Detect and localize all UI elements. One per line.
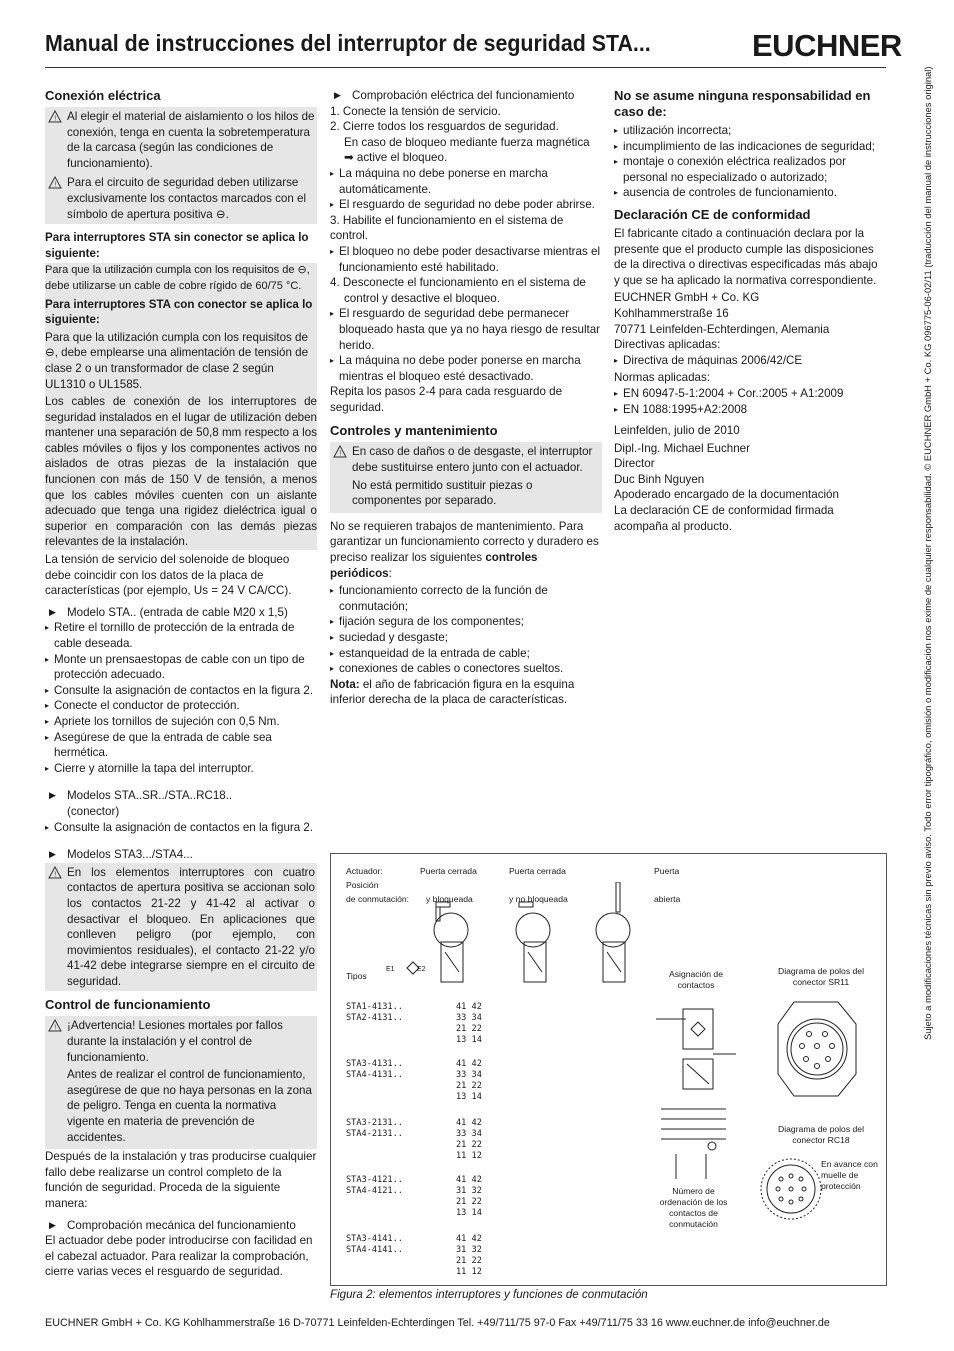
list-item: ▸ Asegúrese de que la entrada de cable sea hermética. xyxy=(45,730,317,761)
info-block: Para que la utilización cumpla con los requisitos de ⊖, debe utilizarse un cable de cobre rígido de 60/75 °C. Para interruptores STA con conector se aplica lo siguiente: Para que la utilización cumpla con los requisitos de ⊖, debe emplearse una alimentación de tensión de clase 2 o un transformador de clase 2 según UL1310 o UL1585. Los cables de conexión de los interruptores de seguridad instalados en el lugar de utilización deben mantener una separación de 50,8 mm respecto a los cables móviles o fijos y los componentes activos no aislados de otras piezas de la instalación que funcionen con más de 150 V de tensión, a menos que los cables móviles cuenten con un aislante adecuado que tenga una rigidez dieléctrica igual o superior en comparación con las demás piezas relevantes de la instalación. xyxy=(45,264,317,549)
list-item: ▸ El resguardo de seguridad no debe poder abrirse. xyxy=(330,197,602,213)
heading-responsabilidad: No se asume ninguna responsabilidad en caso de: xyxy=(614,88,871,119)
warning-item: ! Para el circuito de seguridad deben utilizarse exclusivamente los contactos marcados con el símbolo de apertura positiva ⊖. xyxy=(45,173,317,224)
list-item: ▸ montaje o conexión eléctrica realizados por personal no especializado o autorizado; xyxy=(614,154,886,185)
list-item: ▸ estanqueidad de la entrada de cable; xyxy=(330,646,602,662)
contact-assignment-diagram xyxy=(651,1004,751,1179)
subheading-sin-conector: Para interruptores STA sin conector se aplica lo siguiente: xyxy=(45,231,309,260)
heading-control: Control de funcionamiento xyxy=(45,997,211,1013)
list-item: ▸ Conecte el conductor de protección. xyxy=(45,698,317,714)
warning-item: ! Al elegir el material de aislamiento o los hilos de conexión, tenga en cuenta la sobretemperatura de la carcasa (según las condiciones de funcionamiento). xyxy=(45,107,317,173)
heading-conexion: Conexión eléctrica xyxy=(45,88,161,103)
list-item: ▸ Directiva de máquinas 2006/42/CE xyxy=(614,353,886,369)
list-item: ▸ Monte un prensaestopas de cable con un tipo de protección adecuado. xyxy=(45,652,317,683)
list-item: ▸ Cierre y atornille la tapa del interruptor. xyxy=(45,761,317,777)
list-item: ▸ La máquina no debe poder ponerse en marcha mientras el bloqueo esté desactivado. xyxy=(330,353,602,384)
list-item: ▸ fijación segura de los componentes; xyxy=(330,614,602,630)
list-item: ▸ Consulte la asignación de contactos en la figura 2. xyxy=(45,820,317,836)
warning-icon xyxy=(333,445,347,458)
brand-logo: EUCHNER xyxy=(752,28,902,63)
heading-mantenimiento: Controles y mantenimiento xyxy=(330,423,498,439)
warning-item: ! ¡Advertencia! Lesiones mortales por fallos durante la instalación y el control de funcionamiento. Antes de realizar el control de funcionamiento, asegúrese de que no haya personas en la zona de peligro. Tenga en cuenta la normativa vigente en materia de prevención de accidentes. xyxy=(45,1016,317,1149)
arrow-item: ▶ Comprobación eléctrica del funcionamiento xyxy=(330,88,602,104)
subheading-con-conector: Para interruptores STA con conector se aplica lo siguiente: xyxy=(45,297,313,327)
warning-icon xyxy=(48,110,62,123)
column-2: ▶ Comprobación eléctrica del funcionamiento 1. Conecte la tensión de servicio. 2. Cierre todos los resguardos de seguridad. En caso de bloqueo mediante fuerza magnética ➡ active el bloqueo. ▸ La máquina no debe ponerse en marcha automáticamente. ▸ El resguardo de seguridad no debe poder abrirse. 3. Habilite el funcionamiento en el sistema de control. ▸ El bloqueo no debe poder desactivarse mientras el funcionamiento esté habilitado. 4. Desconecte el funcionamiento en el sistema de control y desactive el bloqueo. ▸ El resguardo de seguridad debe permanecer bloqueado hasta que ya no haya riesgo de resultar herido. ▸ La máquina no debe poder ponerse en marcha mientras el bloqueo esté desactivado. Repita los pasos 2-4 para cada resguardo de seguridad. Controles y mantenimiento ! En caso de daños o de desgaste, el interruptor debe sustituirse entero junto con el actuador. No está permitido sustituir piezas o componentes por separado. No se requieren trabajos de mantenimiento. Para garantizar un funcionamiento correcto y duradero es preciso realizar los siguientes controles periódicos: ▸ funcionamiento correcto de la función de conmutación; ▸ fijación segura de los componentes; ▸ suciedad y desgaste; ▸ estanqueidad de la entrada de cable; ▸ conexiones de cables o conectores sueltos. Nota: el año de fabricación figura en la esquina inferior derecha de la placa de características. xyxy=(330,88,602,710)
page-title: Manual de instrucciones del interruptor de seguridad STA... xyxy=(45,30,651,56)
list-item: ▸ El bloqueo no debe poder desactivarse mientras el funcionamiento esté habilitado. xyxy=(330,244,602,275)
header-rule xyxy=(45,67,886,68)
list-item: ▸ conexiones de cables o conectores sueltos. xyxy=(330,661,602,677)
arrow-item: ▶ Modelos STA..SR../STA..RC18.. xyxy=(45,788,317,804)
list-item: ▸ ausencia de controles de funcionamiento. xyxy=(614,185,886,201)
svg-text:!: ! xyxy=(54,181,57,189)
warning-item: ! En caso de daños o de desgaste, el interruptor debe sustituirse entero junto con el actuador. No está permitido sustituir piezas o componentes por separado. xyxy=(330,442,602,512)
arrow-item: ▶ Modelo STA.. (entrada de cable M20 x 1,5) xyxy=(45,605,317,621)
list-item: ▸ EN 1088:1995+A2:2008 xyxy=(614,402,886,418)
list-item: ▸ EN 60947-5-1:2004 + Cor.:2005 + A1:2009 xyxy=(614,386,886,402)
heading-declaracion: Declaración CE de conformidad xyxy=(614,206,811,222)
svg-text:!: ! xyxy=(54,1024,57,1032)
list-item: ▸ incumplimiento de las indicaciones de seguridad; xyxy=(614,139,886,155)
warning-block xyxy=(45,107,317,224)
warning-icon xyxy=(48,176,62,189)
connector-sr11-diagram xyxy=(776,994,861,1104)
figure-caption: Figura 2: elementos interruptores y funciones de conmutación xyxy=(330,1288,648,1301)
list-item: ▸ Consulte la asignación de contactos en la figura 2. xyxy=(45,683,317,699)
svg-text:!: ! xyxy=(54,871,57,879)
footer: EUCHNER GmbH + Co. KG Kohlhammerstraße 16 D-70771 Leinfelden-Echterdingen Tel. +49/711/75 97-0 Fax +49/711/75 33 16 www.euchner.de info@euchner.de xyxy=(45,1317,830,1329)
list-item: ▸ utilización incorrecta; xyxy=(614,123,886,139)
warning-icon xyxy=(48,866,62,879)
warning-icon xyxy=(48,1019,62,1032)
warning-item: ! En los elementos interruptores con cuatro contactos de apertura positiva se accionan solo los contactos 21-22 y 41-42 al activar o desactivar el bloqueo. En aplicaciones que conlleven peligro (por ejemplo, con movimientos residuales), el contacto 21-22 y/o 41-42 debe integrarse siempre en el circuito de seguridad. xyxy=(45,863,317,992)
list-item: ▸ suciedad y desgaste; xyxy=(330,630,602,646)
list-item: ▸ Retire el tornillo de protección de la entrada de cable deseada. xyxy=(45,620,317,651)
list-item: ▸ El resguardo de seguridad debe permanecer bloqueado hasta que ya no haya riesgo de resultar herido. xyxy=(330,306,602,353)
list-item: ▸ La máquina no debe ponerse en marcha automáticamente. xyxy=(330,166,602,197)
connector-rc18-diagram xyxy=(756,1154,826,1224)
sidebar-legal-text: Sujeto a modificaciones técnicas sin previo aviso. Todo error tipográfico, omisión o modificación nos exime de cualquier responsabilidad. © EUCHNER GmbH + Co. KG 096775-06-02/11 (traducción del manual de instrucciones original) xyxy=(922,66,933,1040)
arrow-item: ▶ Modelos STA3.../STA4... xyxy=(45,847,317,863)
arrow-item: ▶ Comprobación mecánica del funcionamiento xyxy=(45,1218,317,1234)
list-item: ▸ Apriete los tornillos de sujeción con 0,5 Nm. xyxy=(45,714,317,730)
column-1: Conexión eléctrica ! Al elegir el material de aislamiento o los hilos de conexión, tenga en cuenta la sobretemperatura de la carcasa (según las condiciones de funcionamiento). ! Para el circuito de seguridad deben utilizarse exclusivamente los contactos marcados con el símbolo de apertura positiva ⊖. Para interruptores STA sin conector se aplica lo siguiente: Para que la utilización cumpla con los requisitos de ⊖, debe utilizarse un cable de cobre rígido de 60/75 °C. Para interruptores STA con conector se aplica lo siguiente: Para que la utilización cumpla con los requisitos de ⊖, debe emplearse una alimentación de tensión de clase 2 o un transformador de clase 2 según UL1310 o UL1585. Los cables de conexión de los interruptores de seguridad instalados en el lugar de utilización deben mantener una separación de 50,8 mm respecto a los cables móviles o fijos y los componentes activos no aislados de otras piezas de la instalación que funcionen con más de 150 V de tensión, a menos que los cables móviles cuenten con un aislante adecuado que tenga una rigidez dieléctrica igual o superior en comparación con las demás piezas relevantes de la instalación. La tensión de servicio del solenoide de bloqueo debe coincidir con los datos de la placa de características (por ejemplo, Us = 24 V CA/CC). ▶ Modelo STA.. (entrada de cable M20 x 1,5) ▸ Retire el tornillo de protección de la entrada de cable deseada. ▸ Monte un prensaestopas de cable con un tipo de protección adecuado. ▸ Consulte la asignación de contactos en la figura 2. ▸ Conecte el conductor de protección. ▸ Apriete los tornillos de sujeción con 0,5 Nm. ▸ Asegúrese de que la entrada de cable sea hermética. ▸ Cierre y atornille la tapa del interruptor. ▶ Modelos STA..SR../STA..RC18.. (conector) ▸ Consulte la asignación de contactos en la figura 2. ▶ Modelos STA3.../STA4... ! En los elementos interruptores con cuatro contactos de apertura positiva se accionan solo los contactos 21-22 y 41-42 al activar o desactivar el bloqueo. En aplicaciones que conlleven peligro (por ejemplo, con movimientos residuales), el contacto 21-22 y/o 41-42 debe integrarse siempre en el circuito de seguridad. Control de funcionamiento ! ¡Advertencia! Lesiones mortales por fallos durante la instalación y el control de funcionamiento. Antes de realizar el control de funcionamiento, asegúrese de que no haya personas en la zona de peligro. Tenga en cuenta la normativa vigente en materia de prevención de accidentes. Después de la instalación y tras producirse cualquier fallo debe realizarse un control completo de la función de seguridad. Proceda de la siguiente manera: ▶ Comprobación mecánica del funcionamiento El actuador debe poder introducirse con facilidad en el cabezal actuador. Para realizar la comprobación, cierre varias veces el resguardo de seguridad. xyxy=(45,88,317,1282)
svg-text:!: ! xyxy=(339,450,342,458)
column-3: No se asume ninguna responsabilidad en caso de: ▸ utilización incorrecta; ▸ incumplimiento de las indicaciones de seguridad; ▸ montaje o conexión eléctrica realizados por personal no especializado o autorizado; ▸ ausencia de controles de funcionamiento. Declaración CE de conformidad El fabricante citado a continuación declara por la presente que el producto cumple las disposiciones de la directiva o directivas especificadas más abajo y que se ha aplicado la normativa correspondiente. EUCHNER GmbH + Co. KG Kohlhammerstraße 16 70771 Leinfelden-Echterdingen, Alemania Directivas aplicadas: ▸ Directiva de máquinas 2006/42/CE Normas aplicadas: ▸ EN 60947-5-1:2004 + Cor.:2005 + A1:2009 ▸ EN 1088:1995+A2:2008 Leinfelden, julio de 2010 Dipl.-Ing. Michael Euchner Director Duc Binh Nguyen Apoderado encargado de la documentación La declaración CE de conformidad firmada acompaña al producto. xyxy=(614,88,886,534)
svg-text:!: ! xyxy=(54,115,57,123)
list-item: ▸ funcionamiento correcto de la función de conmutación; xyxy=(330,583,602,614)
figure-2: Actuador: Posición de conmutación: Puerta cerrada y bloqueada Puerta cerrada y no bloqueada Puerta abierta Tipos E1 E2 Asignación de contactos Diagrama de polos del conector SR11 Diagrama de polos del conector RC18 En avance con muelle de protección Número de ordenación de los contactos de conmutación STA1-4131.. STA2-4131.. 41 42 33 34 21 22 13 14 STA3-4131.. STA4-4131.. 41 42 33 34 21 22 13 14 STA3-2131.. STA4-2131.. 41 42 33 34 21 22 11 12 STA3-4121.. STA4-4121.. 41 42 31 32 21 22 13 14 STA3-4141.. STA4-4141.. 41 42 31 32 21 22 11 12 xyxy=(330,853,887,1286)
contact-table: STA1-4131.. STA2-4131.. 41 42 33 34 21 22 13 14 STA3-4131.. STA4-4131.. 41 42 33 34 21 22 13 14 STA3-2131.. STA4-2131.. 41 42 33 34 21 22 11 12 STA3-4121.. STA4-4121.. 41 42 31 32 21 22 13 14 STA3-4141.. STA4-4141.. 41 42 31 32 21 22 11 12 xyxy=(346,1002,482,1277)
